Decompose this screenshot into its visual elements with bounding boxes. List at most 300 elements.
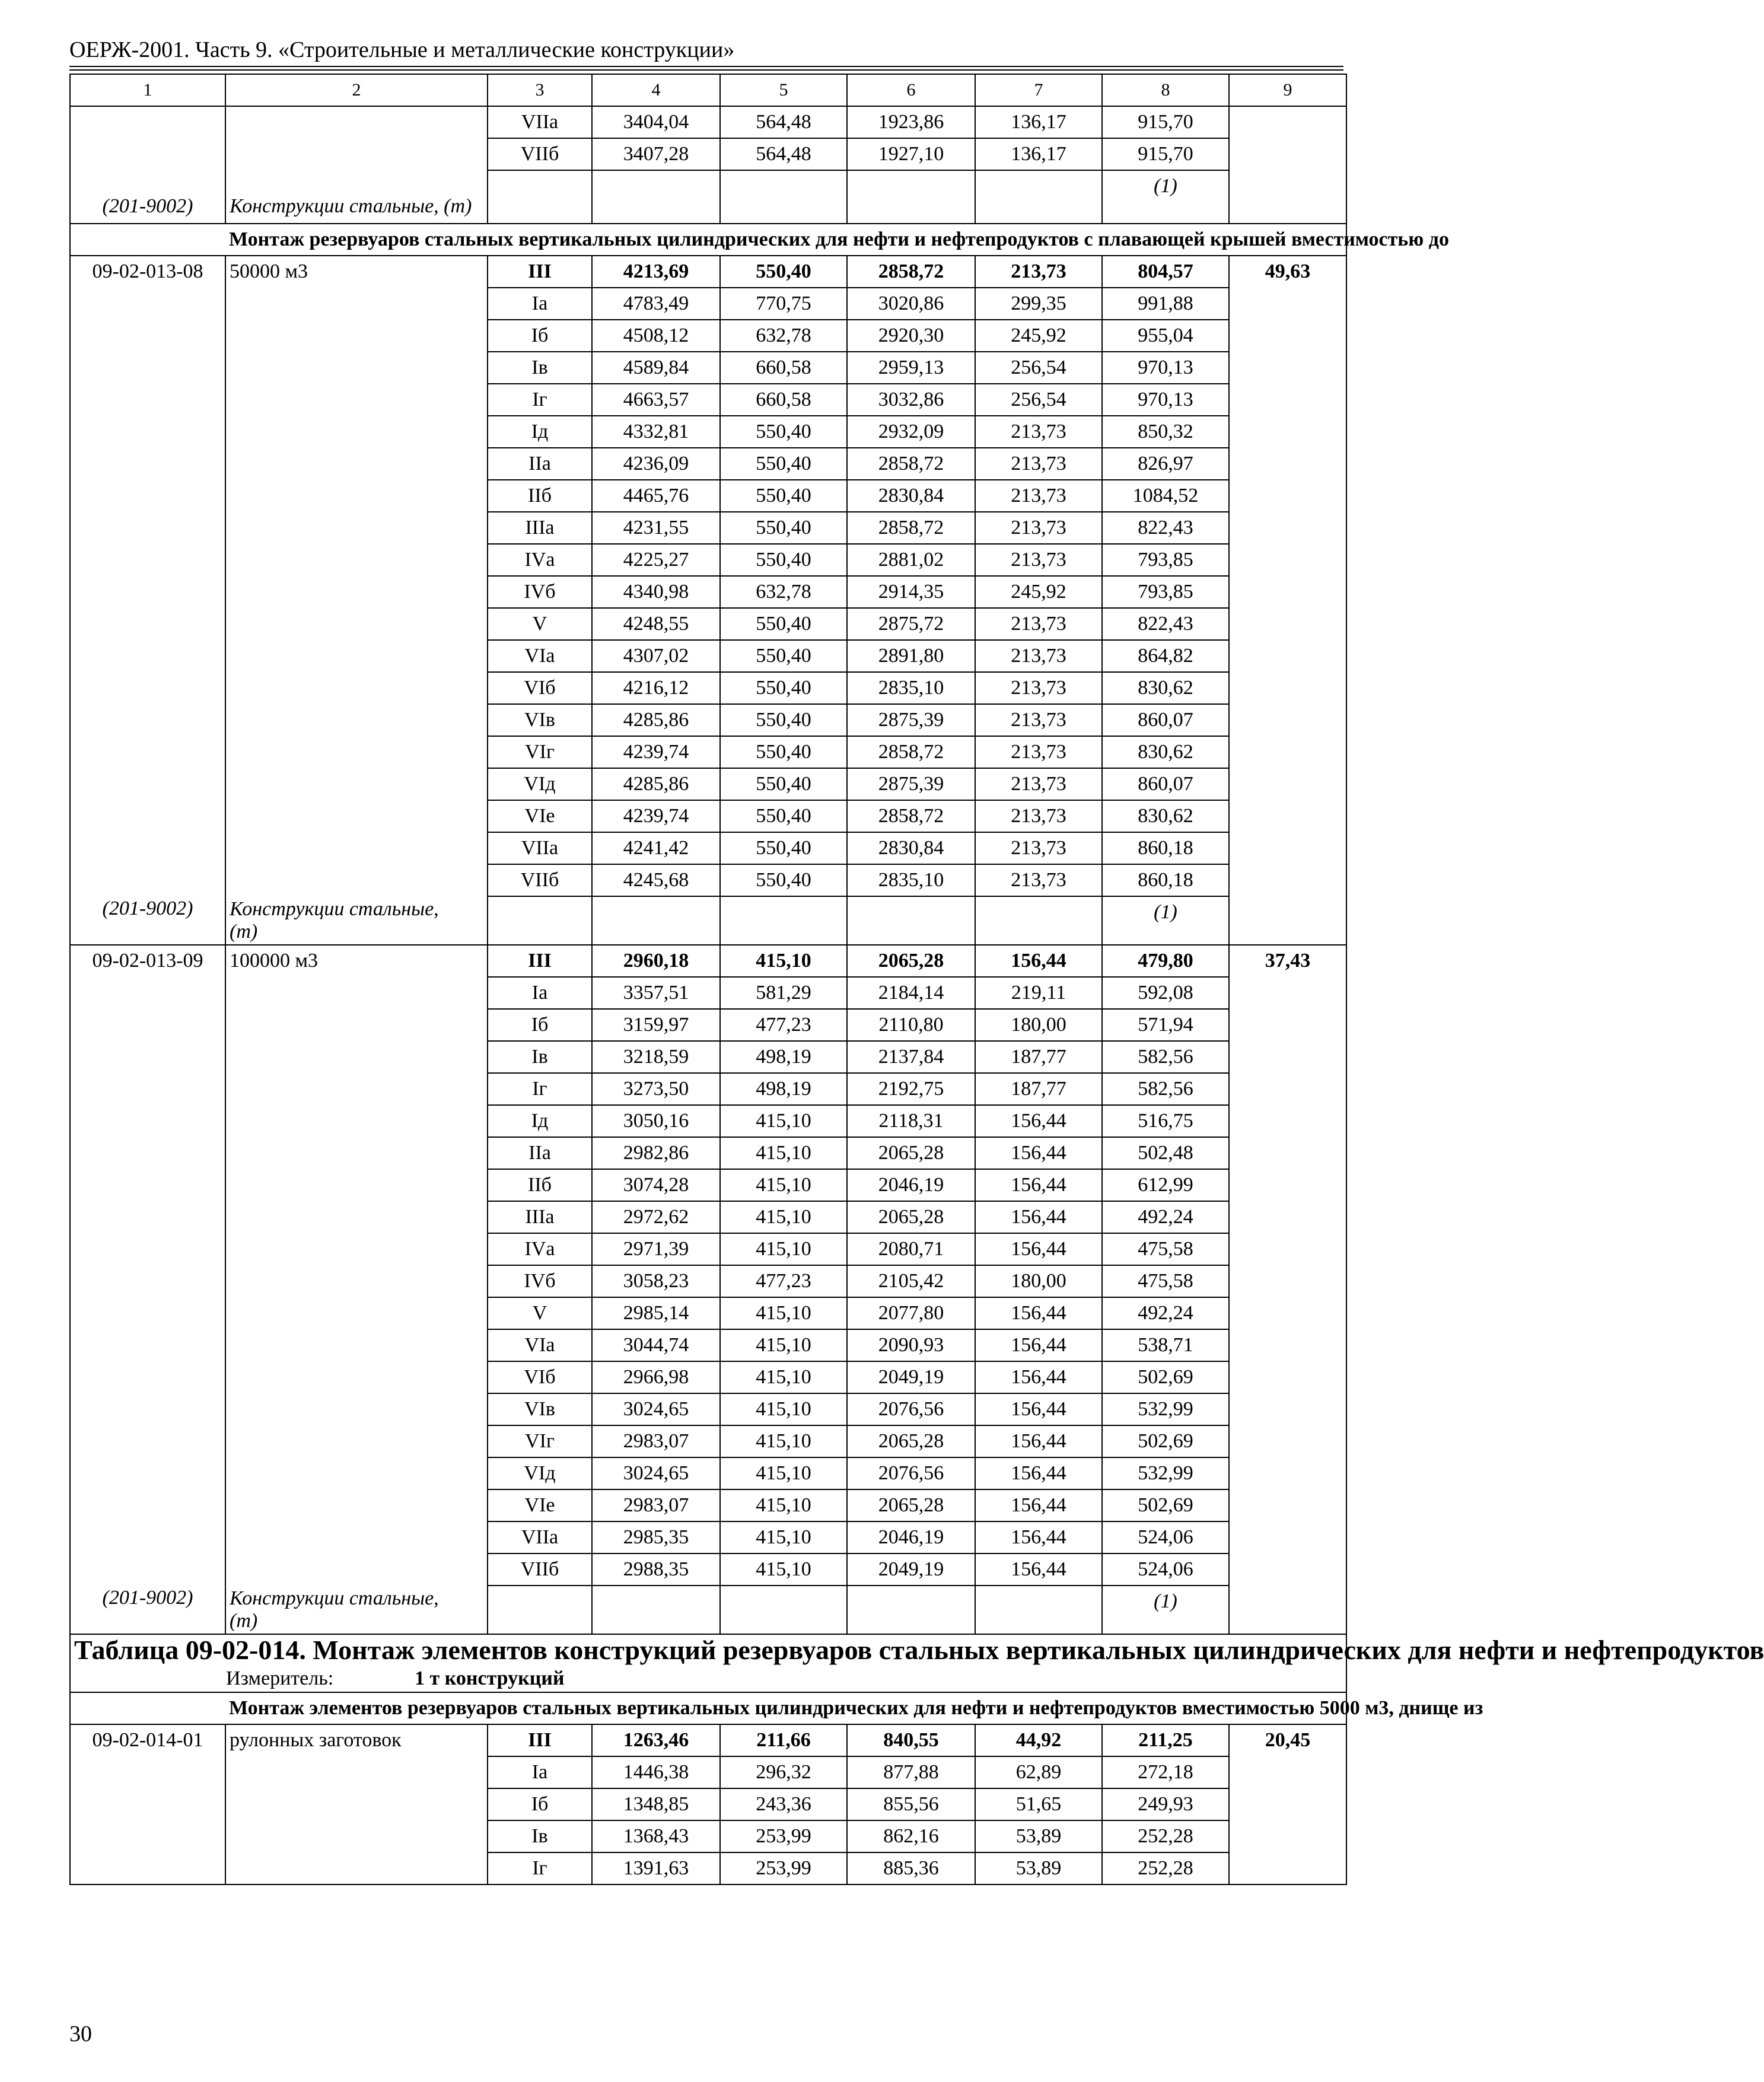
value-cell: 2077,80 — [847, 1297, 975, 1329]
value-cell: 864,82 — [1102, 640, 1229, 672]
zone-cell: VIа — [488, 640, 592, 672]
value-cell: 2960,18 — [592, 945, 720, 977]
value-cell: 2891,80 — [847, 640, 975, 672]
value-cell: 156,44 — [975, 945, 1102, 977]
value-cell: 2875,72 — [847, 608, 975, 640]
zone-cell: VIIб — [488, 138, 592, 170]
value-cell: 3357,51 — [592, 977, 720, 1009]
value-cell: 62,89 — [975, 1756, 1102, 1788]
value-cell: 2966,98 — [592, 1361, 720, 1393]
value-cell: 822,43 — [1102, 608, 1229, 640]
value-cell: 660,58 — [720, 352, 847, 384]
value-cell: 2971,39 — [592, 1233, 720, 1265]
resource-empty — [720, 170, 847, 224]
value-cell: 550,40 — [720, 512, 847, 544]
resource-name-cell — [225, 106, 488, 224]
rate-code: 09-02-013-08 — [92, 260, 203, 282]
rate-code-stack — [74, 946, 221, 1634]
zone-cell: IVб — [488, 576, 592, 608]
column-number: 7 — [975, 74, 1102, 106]
value-cell: 2858,72 — [847, 448, 975, 480]
value-cell: 156,44 — [975, 1297, 1102, 1329]
value-cell: 502,69 — [1102, 1361, 1229, 1393]
value-cell: 830,62 — [1102, 672, 1229, 704]
zone-cell: Iв — [488, 1041, 592, 1073]
value-cell: 213,73 — [975, 512, 1102, 544]
value-cell: 498,19 — [720, 1073, 847, 1105]
column-number: 5 — [720, 74, 847, 106]
value-cell: 3273,50 — [592, 1073, 720, 1105]
value-cell: 860,07 — [1102, 768, 1229, 800]
resource-empty — [847, 896, 975, 945]
table-title-row — [70, 1634, 1346, 1692]
zone-cell: Iг — [488, 1073, 592, 1105]
value-cell: 4307,02 — [592, 640, 720, 672]
column-number: 3 — [488, 74, 592, 106]
value-cell: 4213,69 — [592, 256, 720, 288]
value-cell: 4589,84 — [592, 352, 720, 384]
rate-code-stack — [74, 256, 221, 944]
zone-cell: VIIа — [488, 832, 592, 864]
value-cell: 253,99 — [720, 1820, 847, 1852]
resource-empty — [592, 170, 720, 224]
value-cell: 4239,74 — [592, 800, 720, 832]
value-cell: 2881,02 — [847, 544, 975, 576]
value-cell: 632,78 — [720, 576, 847, 608]
value-cell: 213,73 — [975, 608, 1102, 640]
value-cell: 1084,52 — [1102, 480, 1229, 512]
value-cell: 860,18 — [1102, 864, 1229, 896]
workers-cell: 20,45 — [1229, 1724, 1346, 1884]
value-cell: 632,78 — [720, 320, 847, 352]
value-cell: 415,10 — [720, 1393, 847, 1425]
value-cell: 156,44 — [975, 1105, 1102, 1137]
workers-cell — [1229, 106, 1346, 224]
table-title-cell — [70, 1634, 1764, 1692]
value-cell: 524,06 — [1102, 1521, 1229, 1553]
zone-cell: IVб — [488, 1265, 592, 1297]
resource-empty — [720, 896, 847, 945]
value-cell: 245,92 — [975, 320, 1102, 352]
value-cell: 415,10 — [720, 1233, 847, 1265]
value-cell: 885,36 — [847, 1852, 975, 1884]
value-cell: 1391,63 — [592, 1852, 720, 1884]
value-cell: 564,48 — [720, 138, 847, 170]
value-cell: 2049,19 — [847, 1361, 975, 1393]
value-cell: 2835,10 — [847, 864, 975, 896]
value-cell: 477,23 — [720, 1265, 847, 1297]
value-cell: 2983,07 — [592, 1489, 720, 1521]
zone-cell: VIг — [488, 736, 592, 768]
resource-empty — [847, 170, 975, 224]
value-cell: 256,54 — [975, 384, 1102, 416]
value-cell: 4332,81 — [592, 416, 720, 448]
value-cell: 550,40 — [720, 832, 847, 864]
zone-cell: Iб — [488, 320, 592, 352]
zone-cell: IIа — [488, 448, 592, 480]
value-cell: 2858,72 — [847, 800, 975, 832]
value-cell: 2110,80 — [847, 1009, 975, 1041]
value-cell: 2988,35 — [592, 1553, 720, 1586]
resource-qty: (1) — [1102, 170, 1229, 224]
resource-name: Конструкции стальные, (т) — [230, 1587, 439, 1632]
value-cell: 826,97 — [1102, 448, 1229, 480]
value-cell: 855,56 — [847, 1788, 975, 1820]
value-cell: 4340,98 — [592, 576, 720, 608]
value-cell: 550,40 — [720, 672, 847, 704]
value-cell: 211,25 — [1102, 1724, 1229, 1756]
value-cell: 524,06 — [1102, 1553, 1229, 1586]
value-cell: 3024,65 — [592, 1457, 720, 1489]
value-cell: 415,10 — [720, 1521, 847, 1553]
value-cell: 3074,28 — [592, 1169, 720, 1201]
value-cell: 2065,28 — [847, 1201, 975, 1233]
value-cell: 475,58 — [1102, 1233, 1229, 1265]
value-cell: 1927,10 — [847, 138, 975, 170]
section-heading: Монтаж элементов резервуаров стальных вертикальных цилиндрических для нефти и нефтепродуктов вместимостью 5000 м3, днище из — [225, 1692, 1346, 1724]
zone-cell: III — [488, 945, 592, 977]
value-cell: 3404,04 — [592, 106, 720, 138]
value-cell: 502,69 — [1102, 1489, 1229, 1521]
resource-empty — [488, 896, 592, 945]
value-cell: 991,88 — [1102, 288, 1229, 320]
resource-code: (201-9002) — [102, 897, 193, 919]
value-cell: 2932,09 — [847, 416, 975, 448]
zone-cell: Iа — [488, 288, 592, 320]
value-cell: 2046,19 — [847, 1169, 975, 1201]
value-cell: 3050,16 — [592, 1105, 720, 1137]
zone-cell: V — [488, 608, 592, 640]
resource-empty — [592, 1586, 720, 1634]
value-cell: 1923,86 — [847, 106, 975, 138]
value-cell: 550,40 — [720, 256, 847, 288]
column-number: 8 — [1102, 74, 1229, 106]
value-cell: 2982,86 — [592, 1137, 720, 1169]
zone-cell: IVа — [488, 544, 592, 576]
value-cell: 2914,35 — [847, 576, 975, 608]
value-cell: 822,43 — [1102, 512, 1229, 544]
section-heading-row — [70, 224, 1346, 256]
value-cell: 213,73 — [975, 768, 1102, 800]
value-cell: 915,70 — [1102, 138, 1229, 170]
value-cell: 2959,13 — [847, 352, 975, 384]
workers-cell: 37,43 — [1229, 945, 1346, 1634]
value-cell: 156,44 — [975, 1233, 1102, 1265]
rate-code: 09-02-014-01 — [92, 1729, 203, 1751]
value-cell: 2137,84 — [847, 1041, 975, 1073]
value-cell: 180,00 — [975, 1265, 1102, 1297]
value-cell: 156,44 — [975, 1393, 1102, 1425]
value-cell: 770,75 — [720, 288, 847, 320]
value-cell: 156,44 — [975, 1169, 1102, 1201]
rate-name: 100000 м3 — [230, 950, 319, 972]
value-cell: 4783,49 — [592, 288, 720, 320]
value-cell: 187,77 — [975, 1041, 1102, 1073]
value-cell: 2076,56 — [847, 1393, 975, 1425]
value-cell: 804,57 — [1102, 256, 1229, 288]
value-cell: 2985,35 — [592, 1521, 720, 1553]
value-cell: 2118,31 — [847, 1105, 975, 1137]
value-cell: 245,92 — [975, 576, 1102, 608]
value-cell: 53,89 — [975, 1820, 1102, 1852]
rate-name: 50000 м3 — [230, 260, 308, 282]
value-cell: 213,73 — [975, 704, 1102, 736]
zone-cell: IIб — [488, 1169, 592, 1201]
value-cell: 2065,28 — [847, 1425, 975, 1457]
value-cell: 299,35 — [975, 288, 1102, 320]
value-cell: 156,44 — [975, 1201, 1102, 1233]
value-cell: 2830,84 — [847, 480, 975, 512]
value-cell: 256,54 — [975, 352, 1102, 384]
value-cell: 4245,68 — [592, 864, 720, 896]
value-cell: 2830,84 — [847, 832, 975, 864]
zone-cell: VIа — [488, 1329, 592, 1361]
value-cell: 2875,39 — [847, 704, 975, 736]
value-cell: 793,85 — [1102, 544, 1229, 576]
value-cell: 877,88 — [847, 1756, 975, 1788]
rate-row — [70, 945, 1346, 977]
value-cell: 492,24 — [1102, 1297, 1229, 1329]
column-number: 6 — [847, 74, 975, 106]
value-cell: 532,99 — [1102, 1457, 1229, 1489]
page-number: 30 — [69, 2021, 92, 2046]
value-cell: 4285,86 — [592, 704, 720, 736]
value-cell: 4216,12 — [592, 672, 720, 704]
value-cell: 213,73 — [975, 832, 1102, 864]
value-cell: 156,44 — [975, 1553, 1102, 1586]
measure-line — [74, 1666, 1342, 1692]
value-cell: 213,73 — [975, 672, 1102, 704]
value-cell: 970,13 — [1102, 384, 1229, 416]
value-cell: 213,73 — [975, 480, 1102, 512]
value-cell: 156,44 — [975, 1489, 1102, 1521]
column-number: 2 — [225, 74, 488, 106]
resource-qty: (1) — [1102, 896, 1229, 945]
zone-cell: VIе — [488, 800, 592, 832]
value-cell: 1263,46 — [592, 1724, 720, 1756]
value-cell: 156,44 — [975, 1425, 1102, 1457]
value-cell: 4241,42 — [592, 832, 720, 864]
value-cell: 4248,55 — [592, 608, 720, 640]
zone-cell: VIе — [488, 1489, 592, 1521]
header-rule-top — [69, 66, 1343, 67]
zone-cell: Iб — [488, 1788, 592, 1820]
value-cell: 213,73 — [975, 448, 1102, 480]
value-cell: 830,62 — [1102, 736, 1229, 768]
value-cell: 415,10 — [720, 945, 847, 977]
value-cell: 550,40 — [720, 416, 847, 448]
section-heading-left — [70, 1692, 225, 1724]
value-cell: 3159,97 — [592, 1009, 720, 1041]
value-cell: 4285,86 — [592, 768, 720, 800]
value-cell: 4465,76 — [592, 480, 720, 512]
value-cell: 550,40 — [720, 608, 847, 640]
rate-name-cell — [225, 945, 488, 1634]
value-cell: 860,07 — [1102, 704, 1229, 736]
value-cell: 4663,57 — [592, 384, 720, 416]
value-cell: 612,99 — [1102, 1169, 1229, 1201]
resource-name: Конструкции стальные, (т) — [230, 898, 439, 943]
value-cell: 243,36 — [720, 1788, 847, 1820]
zone-cell: IIа — [488, 1137, 592, 1169]
zone-cell: VIIб — [488, 864, 592, 896]
value-cell: 4508,12 — [592, 320, 720, 352]
value-cell: 550,40 — [720, 736, 847, 768]
resource-empty — [975, 896, 1102, 945]
zone-cell: Iв — [488, 352, 592, 384]
value-cell: 2065,28 — [847, 1137, 975, 1169]
value-cell: 2875,39 — [847, 768, 975, 800]
column-number-row — [70, 74, 1346, 106]
value-cell: 2184,14 — [847, 977, 975, 1009]
value-cell: 492,24 — [1102, 1201, 1229, 1233]
section-heading-row — [70, 1692, 1346, 1724]
rate-name: рулонных заготовок — [230, 1729, 402, 1751]
resource-empty — [488, 170, 592, 224]
value-cell: 3058,23 — [592, 1265, 720, 1297]
zone-cell: VIд — [488, 1457, 592, 1489]
value-cell: 415,10 — [720, 1137, 847, 1169]
value-cell: 213,73 — [975, 544, 1102, 576]
value-cell: 915,70 — [1102, 106, 1229, 138]
rate-code: 09-02-013-09 — [92, 950, 203, 972]
zone-cell: Iв — [488, 1820, 592, 1852]
value-cell: 2983,07 — [592, 1425, 720, 1457]
zone-cell: Iа — [488, 977, 592, 1009]
zone-cell: VIб — [488, 672, 592, 704]
value-cell: 252,28 — [1102, 1852, 1229, 1884]
value-cell: 2049,19 — [847, 1553, 975, 1586]
value-cell: 156,44 — [975, 1457, 1102, 1489]
value-cell: 550,40 — [720, 448, 847, 480]
value-cell: 156,44 — [975, 1361, 1102, 1393]
value-cell: 592,08 — [1102, 977, 1229, 1009]
value-cell: 660,58 — [720, 384, 847, 416]
workers-cell: 49,63 — [1229, 256, 1346, 945]
value-cell: 3044,74 — [592, 1329, 720, 1361]
resource-empty — [720, 1586, 847, 1634]
value-cell: 1368,43 — [592, 1820, 720, 1852]
zone-cell: VIв — [488, 1393, 592, 1425]
value-cell: 955,04 — [1102, 320, 1229, 352]
value-cell: 550,40 — [720, 640, 847, 672]
resource-empty — [592, 896, 720, 945]
resource-name: Конструкции стальные, (т) — [230, 195, 472, 217]
value-cell: 415,10 — [720, 1425, 847, 1457]
value-cell: 51,65 — [975, 1788, 1102, 1820]
resource-empty — [975, 170, 1102, 224]
value-cell: 3020,86 — [847, 288, 975, 320]
resource-code-cell — [70, 106, 225, 224]
value-cell: 213,73 — [975, 416, 1102, 448]
rate-code-cell — [70, 256, 225, 945]
value-cell: 862,16 — [847, 1820, 975, 1852]
value-cell: 415,10 — [720, 1105, 847, 1137]
value-cell: 550,40 — [720, 800, 847, 832]
value-cell: 180,00 — [975, 1009, 1102, 1041]
zone-cell: Iд — [488, 416, 592, 448]
value-cell: 1348,85 — [592, 1788, 720, 1820]
value-cell: 44,92 — [975, 1724, 1102, 1756]
value-cell: 502,48 — [1102, 1137, 1229, 1169]
zone-cell: V — [488, 1297, 592, 1329]
zone-cell: VIд — [488, 768, 592, 800]
value-cell: 187,77 — [975, 1073, 1102, 1105]
value-cell: 516,75 — [1102, 1105, 1229, 1137]
resource-empty — [847, 1586, 975, 1634]
zone-cell: IIIа — [488, 1201, 592, 1233]
value-cell: 136,17 — [975, 106, 1102, 138]
value-cell: 2105,42 — [847, 1265, 975, 1297]
value-cell: 2985,14 — [592, 1297, 720, 1329]
zone-cell: Iг — [488, 1852, 592, 1884]
value-cell: 840,55 — [847, 1724, 975, 1756]
value-cell: 502,69 — [1102, 1425, 1229, 1457]
zone-cell: VIг — [488, 1425, 592, 1457]
rate-name-cell — [225, 256, 488, 945]
section-heading: Монтаж резервуаров стальных вертикальных цилиндрических для нефти и нефтепродуктов с плавающей крышей вместимостью до — [225, 224, 1346, 256]
zone-cell: IIб — [488, 480, 592, 512]
value-cell: 582,56 — [1102, 1041, 1229, 1073]
value-cell: 550,40 — [720, 768, 847, 800]
value-cell: 3032,86 — [847, 384, 975, 416]
value-cell: 4231,55 — [592, 512, 720, 544]
value-cell: 850,32 — [1102, 416, 1229, 448]
zone-cell: VIв — [488, 704, 592, 736]
value-cell: 2065,28 — [847, 1489, 975, 1521]
value-cell: 213,73 — [975, 800, 1102, 832]
value-cell: 498,19 — [720, 1041, 847, 1073]
value-cell: 415,10 — [720, 1489, 847, 1521]
value-cell: 550,40 — [720, 704, 847, 736]
value-cell: 415,10 — [720, 1457, 847, 1489]
value-cell: 550,40 — [720, 480, 847, 512]
value-cell: 415,10 — [720, 1297, 847, 1329]
value-cell: 249,93 — [1102, 1788, 1229, 1820]
value-cell: 830,62 — [1102, 800, 1229, 832]
value-cell: 415,10 — [720, 1361, 847, 1393]
value-cell: 2858,72 — [847, 736, 975, 768]
value-cell: 53,89 — [975, 1852, 1102, 1884]
value-cell: 581,29 — [720, 977, 847, 1009]
value-cell: 136,17 — [975, 138, 1102, 170]
value-cell: 415,10 — [720, 1201, 847, 1233]
value-cell: 477,23 — [720, 1009, 847, 1041]
resource-empty — [975, 1586, 1102, 1634]
value-cell: 253,99 — [720, 1852, 847, 1884]
value-cell: 2080,71 — [847, 1233, 975, 1265]
value-cell: 550,40 — [720, 864, 847, 896]
resource-empty — [488, 1586, 592, 1634]
rate-row — [70, 256, 1346, 288]
value-cell: 2046,19 — [847, 1521, 975, 1553]
zone-cell: IIIа — [488, 512, 592, 544]
zone-cell: VIIа — [488, 1521, 592, 1553]
value-cell: 532,99 — [1102, 1393, 1229, 1425]
value-cell: 213,73 — [975, 256, 1102, 288]
zone-cell: Iг — [488, 384, 592, 416]
table-title: Таблица 09-02-014. Монтаж элементов конструкций резервуаров стальных вертикальных цилиндрических для нефти и нефтепродуктов — [74, 1635, 1764, 1665]
value-cell: 1446,38 — [592, 1756, 720, 1788]
value-cell: 2920,30 — [847, 320, 975, 352]
value-cell: 2065,28 — [847, 945, 975, 977]
column-number: 1 — [70, 74, 225, 106]
value-cell: 860,18 — [1102, 832, 1229, 864]
value-cell: 538,71 — [1102, 1329, 1229, 1361]
value-cell: 219,11 — [975, 977, 1102, 1009]
value-cell: 3218,59 — [592, 1041, 720, 1073]
value-cell: 4225,27 — [592, 544, 720, 576]
